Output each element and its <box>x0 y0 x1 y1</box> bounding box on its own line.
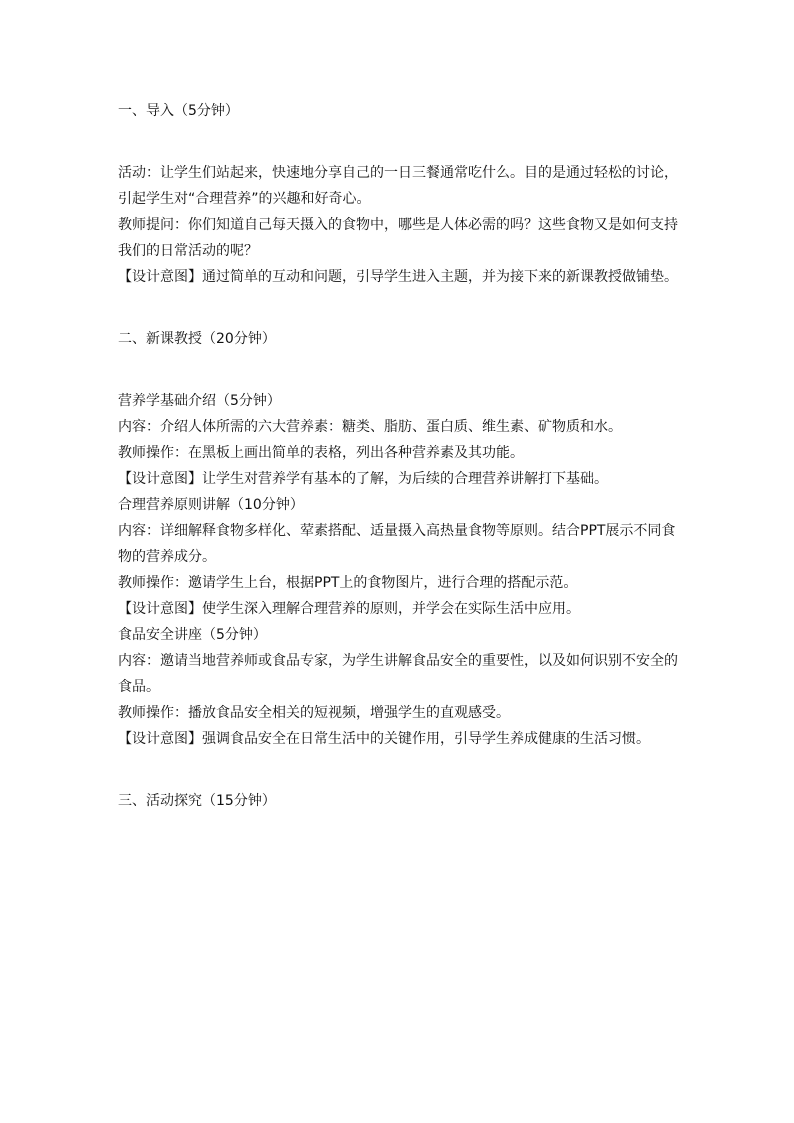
document-page <box>118 98 684 814</box>
nutrition-basics-operation: 教师操作：在黑板上画出简单的表格，列出各种营养素及其功能。 <box>118 445 524 461</box>
nutrition-basics-content: 内容：介绍人体所需的六大营养素：糖类、脂肪、蛋白质、维生素、矿物质和水。 <box>118 419 622 435</box>
nutrition-principles-operation: 教师操作：邀请学生上台，根据PPT上的食物图片，进行合理的搭配示范。 <box>118 575 578 591</box>
section-heading-new-lesson: 二、新课教授（20分钟） <box>118 331 276 347</box>
subsection-nutrition-basics: 营养学基础介绍（5分钟） <box>118 393 281 409</box>
intro-design-intent: 【设计意图】通过简单的互动和问题，引导学生进入主题，并为接下来的新课教授做铺垫。 <box>118 269 678 285</box>
section-heading-intro: 一、导入（5分钟） <box>118 103 239 119</box>
food-safety-content: 内容：邀请当地营养师或食品专家，为学生讲解食品安全的重要性，以及如何识别不安全的食品。 <box>118 653 678 695</box>
intro-activity: 活动：让学生们站起来，快速地分享自己的一日三餐通常吃什么。目的是通过轻松的讨论，引起学生对“合理营养”的兴趣和好奇心。 <box>118 165 678 207</box>
section-heading-activity: 三、活动探究（15分钟） <box>118 793 276 809</box>
food-safety-operation: 教师操作：播放食品安全相关的短视频，增强学生的直观感受。 <box>118 705 510 721</box>
subsection-food-safety: 食品安全讲座（5分钟） <box>118 627 267 643</box>
intro-teacher-question: 教师提问：你们知道自己每天摄入的食物中，哪些是人体必需的吗？这些食物又是如何支持我们的日常活动的呢？ <box>118 217 678 259</box>
food-safety-intent: 【设计意图】强调食品安全在日常生活中的关键作用，引导学生养成健康的生活习惯。 <box>118 731 650 747</box>
nutrition-basics-intent: 【设计意图】让学生对营养学有基本的了解，为后续的合理营养讲解打下基础。 <box>118 471 608 487</box>
subsection-nutrition-principles: 合理营养原则讲解（10分钟） <box>118 497 304 513</box>
nutrition-principles-intent: 【设计意图】使学生深入理解合理营养的原则，并学会在实际生活中应用。 <box>118 601 580 617</box>
nutrition-principles-content: 内容：详细解释食物多样化、荤素搭配、适量摄入高热量食物等原则。结合PPT展示不同食物的营养成分。 <box>118 523 676 565</box>
